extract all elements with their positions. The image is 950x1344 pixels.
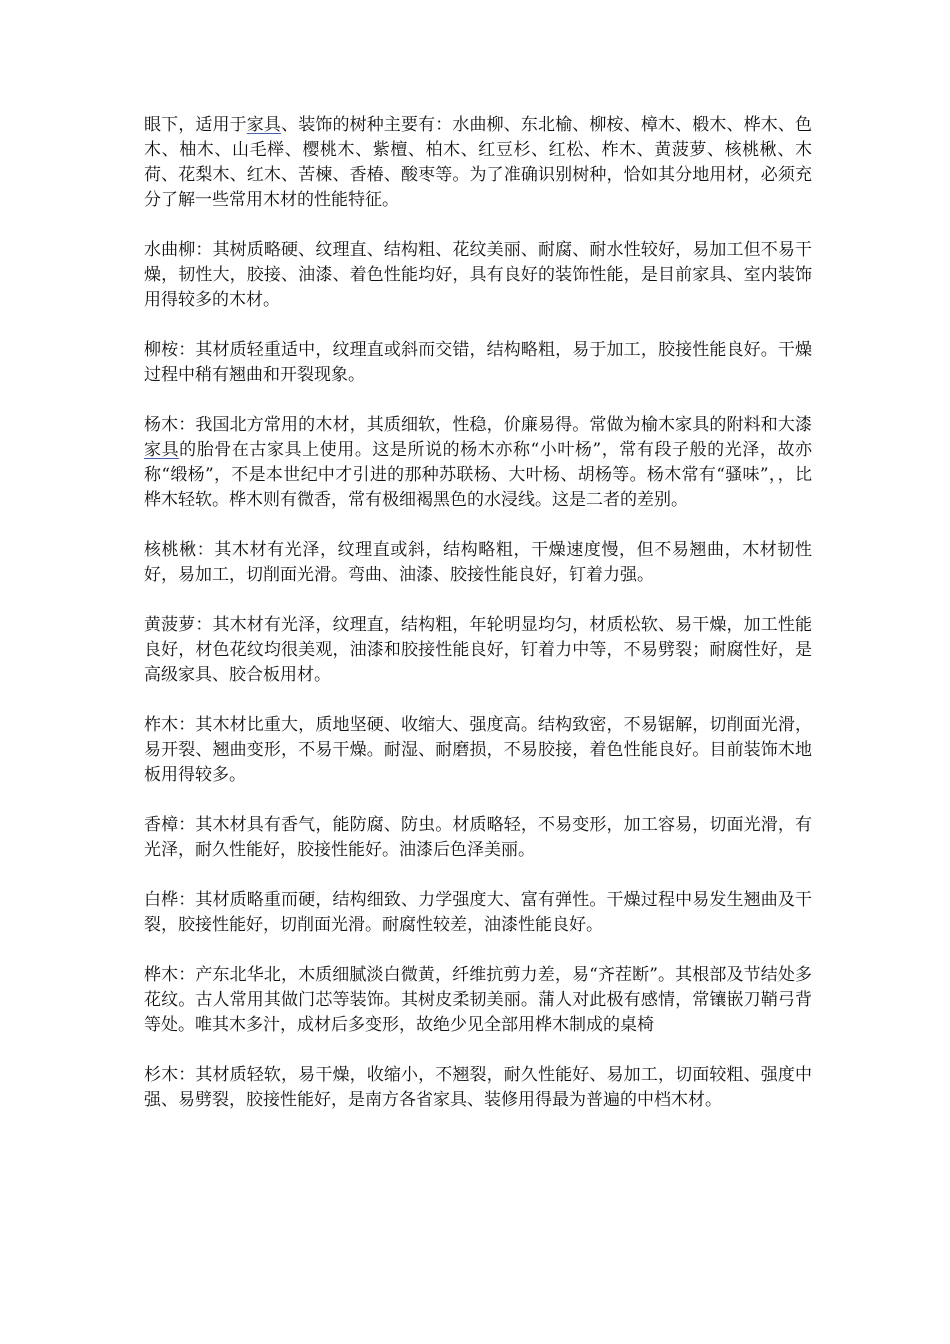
paragraph-zuomu: 柞木：其木材比重大，质地坚硬、收缩大、强度高。结构致密，不易锯解，切削面光滑，易开裂、翘曲变形，不易干燥。耐湿、耐磨损，不易胶接，着色性能良好。目前装饰木地板用得较多。: [144, 715, 812, 785]
paragraph-liuan: 柳桉：其材质轻重适中，纹理直或斜而交错，结构略粗，易于加工，胶接性能良好。干燥过程中稍有翘曲和开裂现象。: [144, 340, 812, 385]
intro-text-end: 、装饰的树种主要有：水曲柳、东北榆、柳桉、樟木、椴木、桦木、色木、柚木、山毛榉、樱桃木、紫檀、柏木、红豆杉、红松、柞木、黄菠萝、核桃楸、木荷、花梨木、红木、苦楝、香椿、酸枣等。为了准确识别树种，恰如其分地用材，必须充分了解一些常用木材的性能特征。: [144, 115, 813, 210]
yangmu-text-start: 杨木：我国北方常用的木材，其质细软，性稳，价廉易得。常做为榆木家具的附料和大漆: [144, 415, 812, 435]
paragraph-xiangzhang: 香樟：其木材具有香气，能防腐、防虫。材质略轻，不易变形，加工容易，切面光滑，有光泽，耐久性能好，胶接性能好。油漆后色泽美丽。: [144, 815, 812, 860]
paragraph-baihua: 白桦：其材质略重而硬，结构细致、力学强度大、富有弹性。干燥过程中易发生翘曲及干裂，胶接性能好，切削面光滑。耐腐性较差，油漆性能良好。: [144, 890, 812, 935]
furniture-link[interactable]: 家具: [246, 115, 282, 135]
paragraph-shamu: 杉木：其材质轻软，易干燥，收缩小，不翘裂，耐久性能好、易加工，切面较粗、强度中强、易劈裂，胶接性能好，是南方各省家具、装修用得最为普遍的中档木材。: [144, 1065, 812, 1110]
paragraph-huamu: 桦木：产东北华北，木质细腻淡白微黄，纤维抗剪力差，易“齐茬断”。其根部及节结处多花纹。古人常用其做门芯等装饰。其树皮柔韧美丽。蒲人对此极有感情，常镶嵌刀鞘弓背等处。唯其木多汁，成材后多变形，故绝少见全部用桦木制成的桌椅: [144, 965, 812, 1035]
furniture-link-2[interactable]: 家具: [144, 440, 180, 460]
paragraph-intro: [144, 113, 812, 213]
paragraph-huangboluo: 黄菠萝：其木材有光泽，纹理直，结构粗，年轮明显均匀，材质松软、易干燥，加工性能良好，材色花纹均很美观，油漆和胶接性能良好，钉着力中等，不易劈裂；耐腐性好，是高级家具、胶合板用材。: [144, 615, 812, 685]
document-body: [144, 113, 812, 1138]
intro-text-start: 眼下，适用于: [144, 115, 247, 135]
paragraph-hetaoqiu: 核桃楸：其木材有光泽，纹理直或斜，结构略粗，干燥速度慢，但不易翘曲，木材韧性好，易加工，切削面光滑。弯曲、油漆、胶接性能良好，钉着力强。: [144, 540, 812, 585]
paragraph-shuiquliu: 水曲柳：其树质略硬、纹理直、结构粗、花纹美丽、耐腐、耐水性较好，易加工但不易干燥，韧性大，胶接、油漆、着色性能均好，具有良好的装饰性能，是目前家具、室内装饰用得较多的木材。: [144, 240, 812, 310]
yangmu-text-end: 的胎骨在古家具上使用。这是所说的杨木亦称“小叶杨”，常有段子般的光泽，故亦称“缎杨”，不是本世纪中才引进的那种苏联杨、大叶杨、胡杨等。杨木常有“骚味”，，比桦木轻软。桦木则有微香，常有极细褐黑色的水浸线。这是二者的差别。: [144, 440, 812, 510]
paragraph-yangmu: [144, 413, 812, 513]
